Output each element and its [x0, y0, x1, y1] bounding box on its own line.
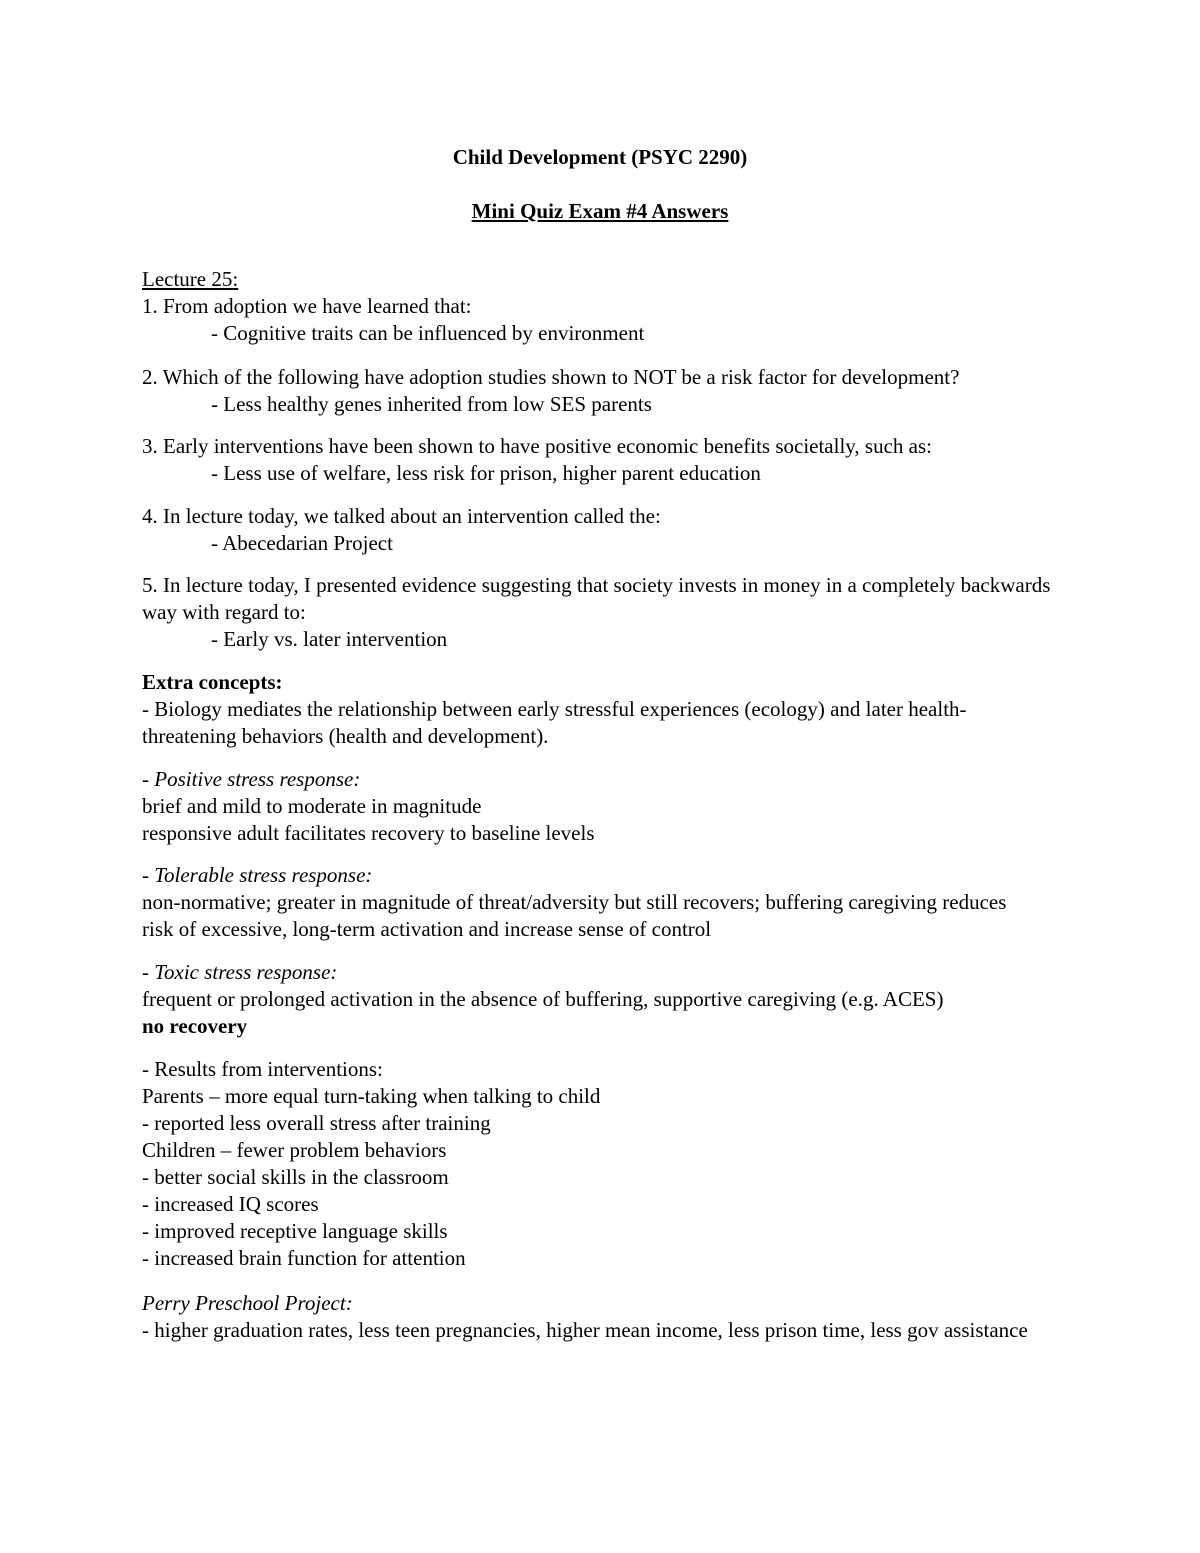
results-heading: - Results from interventions:: [142, 1057, 383, 1081]
answer-2: - Less healthy genes inherited from low SES parents: [211, 392, 652, 416]
question-4: 4. In lecture today, we talked about an intervention called the:: [142, 504, 661, 528]
results-line: - increased IQ scores: [142, 1192, 319, 1216]
results-line: - reported less overall stress after training: [142, 1111, 491, 1135]
extra-concepts-heading: Extra concepts:: [142, 670, 283, 694]
question-block-5: [142, 572, 1057, 653]
question-5: 5. In lecture today, I presented evidence suggesting that society invests in money in a completely backwards way with regard to:: [142, 573, 1051, 624]
perry-preschool-label: Perry Preschool Project:: [142, 1291, 353, 1315]
tolerable-stress-text: non-normative; greater in magnitude of threat/adversity but still recovers; buffering caregiving reduces risk of excessive, long-term activation and increase sense of control: [142, 890, 1007, 941]
tolerable-stress-label: - Tolerable stress response:: [142, 863, 373, 887]
positive-stress-label: - Positive stress response:: [142, 767, 361, 791]
question-block-3: [142, 433, 1072, 487]
lecture-heading: Lecture 25:: [142, 267, 239, 291]
perry-preschool-text: - higher graduation rates, less teen pregnancies, higher mean income, less prison time, less gov assistance: [142, 1318, 1028, 1342]
answer-1: - Cognitive traits can be influenced by environment: [211, 321, 645, 345]
intervention-results-block: [142, 1056, 1072, 1272]
positive-stress-line-1: brief and mild to moderate in magnitude: [142, 794, 482, 818]
extra-concepts-section: [142, 669, 1012, 750]
lecture-section: [142, 266, 1072, 347]
results-line: - improved receptive language skills: [142, 1219, 448, 1243]
document-subtitle: Mini Quiz Exam #4 Answers: [471, 199, 729, 223]
question-block-4: [142, 503, 1072, 557]
question-2: 2. Which of the following have adoption studies shown to NOT be a risk factor for development?: [142, 365, 960, 389]
question-3: 3. Early interventions have been shown to have positive economic benefits societally, such as:: [142, 434, 933, 458]
positive-stress-block: [142, 766, 1072, 847]
results-line: - increased brain function for attention: [142, 1246, 466, 1270]
results-line: - better social skills in the classroom: [142, 1165, 449, 1189]
results-line: Children – fewer problem behaviors: [142, 1138, 447, 1162]
toxic-stress-block: [142, 959, 1072, 1040]
question-block-2: [142, 364, 1072, 418]
toxic-stress-text: frequent or prolonged activation in the absence of buffering, supportive caregiving (e.g. ACES): [142, 987, 944, 1011]
answer-5: - Early vs. later intervention: [211, 627, 448, 651]
positive-stress-line-2: responsive adult facilitates recovery to baseline levels: [142, 821, 595, 845]
biology-statement: - Biology mediates the relationship between early stressful experiences (ecology) and later health-threatening behaviors (health and development).: [142, 697, 967, 748]
perry-preschool-block: [142, 1290, 1047, 1344]
toxic-stress-label: - Toxic stress response:: [142, 960, 338, 984]
question-1: 1. From adoption we have learned that:: [142, 294, 472, 318]
answer-3: - Less use of welfare, less risk for prison, higher parent education: [211, 461, 761, 485]
tolerable-stress-block: [142, 862, 1042, 943]
answer-4: - Abecedarian Project: [211, 531, 393, 555]
toxic-stress-no-recovery: no recovery: [142, 1014, 248, 1038]
document-title: Child Development (PSYC 2290): [452, 145, 748, 169]
results-line: Parents – more equal turn-taking when talking to child: [142, 1084, 601, 1108]
